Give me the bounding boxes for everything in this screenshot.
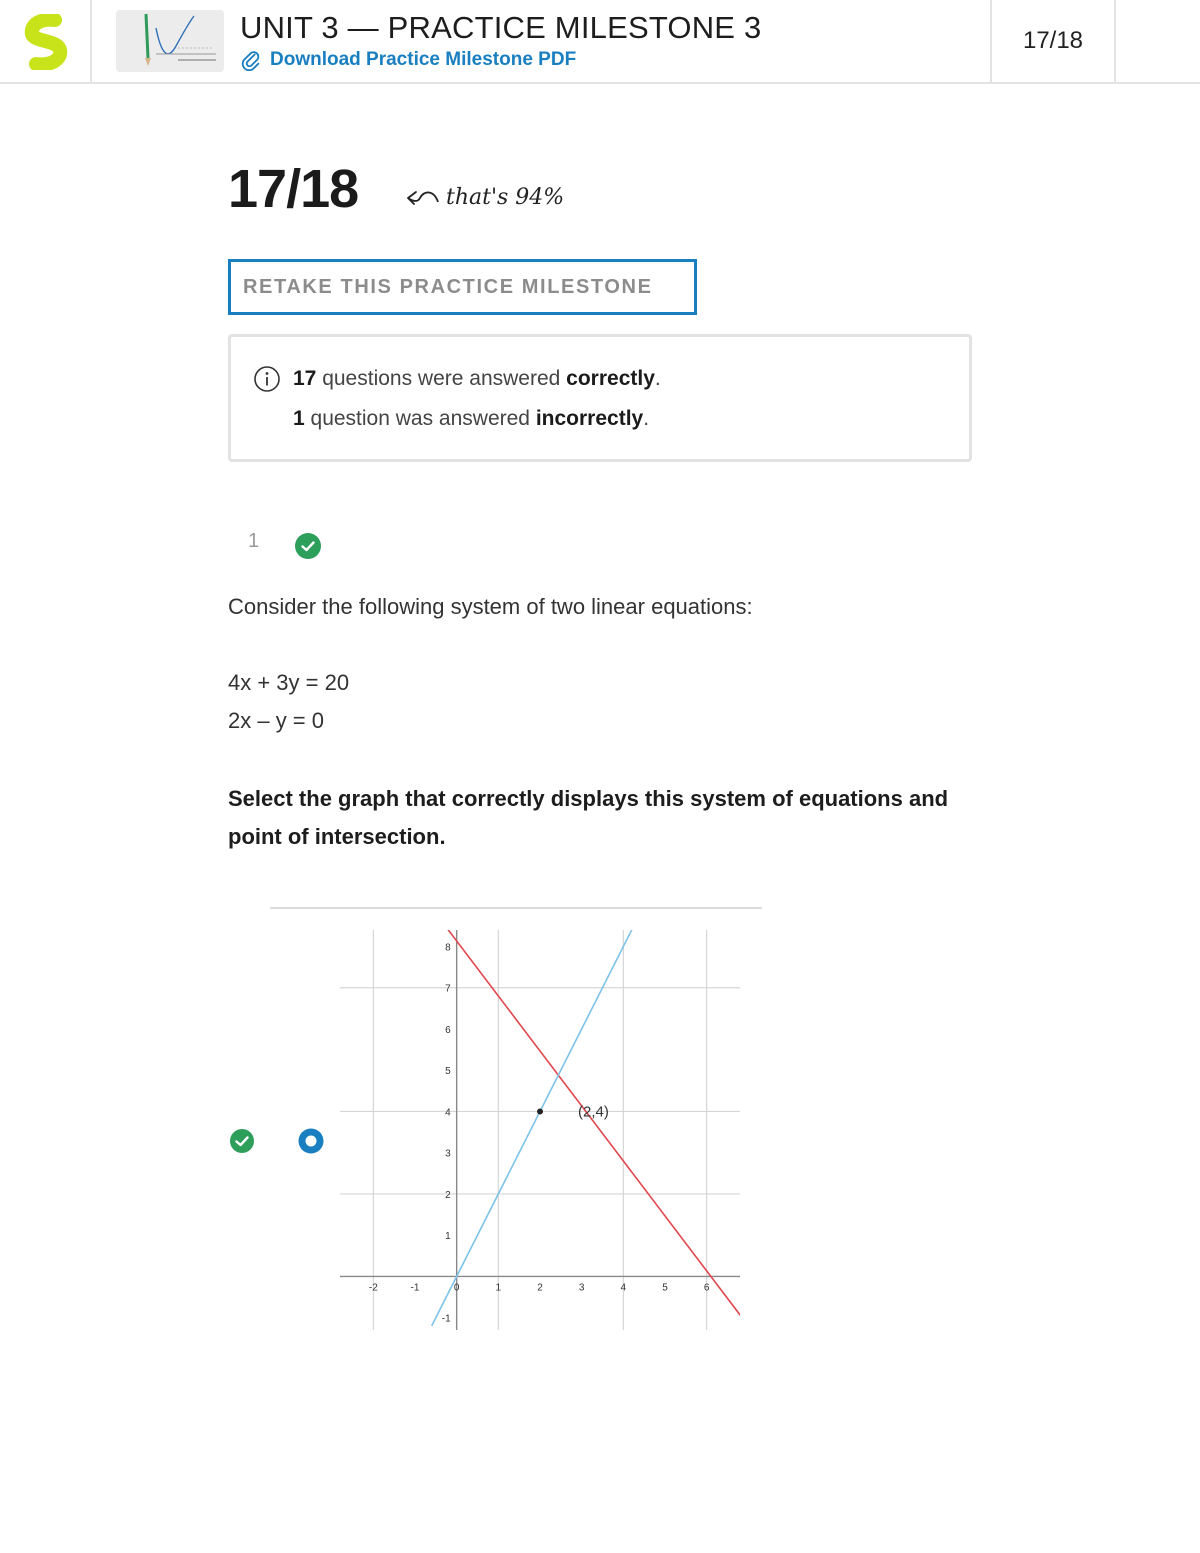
correct-answer-check-icon — [229, 1128, 255, 1154]
x-tick-label: 2 — [537, 1282, 543, 1294]
check-circle-icon — [294, 532, 322, 560]
series-line-red — [423, 930, 740, 1330]
x-tick-label: 3 — [578, 1282, 585, 1294]
download-pdf-link[interactable] — [240, 47, 576, 73]
correct-word: correctly — [566, 367, 655, 390]
y-tick-label: 1 — [445, 1231, 451, 1243]
info-icon — [253, 365, 281, 393]
question-number: 1 — [248, 530, 260, 552]
x-tick-label: 1 — [495, 1282, 502, 1294]
milestone-thumbnail — [116, 10, 224, 72]
y-tick-label: 7 — [445, 983, 451, 995]
result-summary-box — [228, 334, 972, 462]
y-tick-label: 8 — [445, 942, 451, 954]
correct-end: . — [654, 367, 661, 390]
correct-count: 17 — [293, 367, 317, 390]
intersection-point — [537, 1108, 543, 1114]
equation-2: 2x – y = 0 — [228, 708, 325, 733]
series-line-blue — [432, 930, 636, 1326]
y-tick-label: 4 — [445, 1107, 451, 1119]
y-tick-label: -1 — [441, 1313, 451, 1325]
y-tick-label: 3 — [445, 1148, 451, 1160]
header-score: 17/18 — [990, 0, 1116, 82]
answer-radio-selected[interactable] — [297, 1127, 325, 1155]
correct-text: questions were answered — [316, 367, 567, 390]
intersection-label: (2,4) — [578, 1103, 609, 1121]
incorrect-summary — [293, 407, 649, 431]
question-prompt: Select the graph that correctly displays this system of equations and point of intersection. — [228, 786, 949, 849]
sophia-logo-icon[interactable] — [22, 14, 70, 70]
answer-graph — [340, 930, 740, 1330]
y-tick-label: 2 — [445, 1189, 451, 1201]
download-pdf-label: Download Practice Milestone PDF — [270, 49, 577, 70]
equation-1: 4x + 3y = 20 — [228, 670, 350, 695]
top-bar — [0, 0, 1200, 84]
y-tick-label: 6 — [445, 1024, 451, 1036]
handwritten-note — [404, 184, 564, 210]
incorrect-word: incorrectly — [535, 407, 644, 430]
incorrect-text: question was answered — [304, 407, 536, 430]
retake-milestone-button[interactable]: RETAKE THIS PRACTICE MILESTONE — [228, 259, 697, 315]
correct-summary — [293, 367, 661, 391]
score-display: 17/18 — [228, 159, 359, 219]
x-tick-label: -1 — [410, 1282, 420, 1294]
note-text: that's 94% — [446, 184, 565, 210]
y-tick-label: 5 — [445, 1066, 451, 1078]
incorrect-count: 1 — [293, 407, 305, 430]
graph-sketch-icon — [116, 10, 224, 72]
x-tick-label: 4 — [620, 1282, 627, 1294]
x-tick-label: 0 — [453, 1282, 460, 1294]
divider — [270, 907, 762, 909]
x-tick-label: -2 — [368, 1282, 378, 1294]
page-title: UNIT 3 — PRACTICE MILESTONE 3 — [240, 10, 762, 45]
arrow-left-icon — [404, 184, 440, 210]
x-tick-label: 6 — [703, 1282, 710, 1294]
logo-cell — [0, 0, 92, 82]
paperclip-icon — [240, 49, 262, 71]
x-tick-label: 5 — [662, 1282, 668, 1294]
question-text: Consider the following system of two linear equations: — [228, 594, 753, 619]
incorrect-end: . — [643, 407, 650, 430]
